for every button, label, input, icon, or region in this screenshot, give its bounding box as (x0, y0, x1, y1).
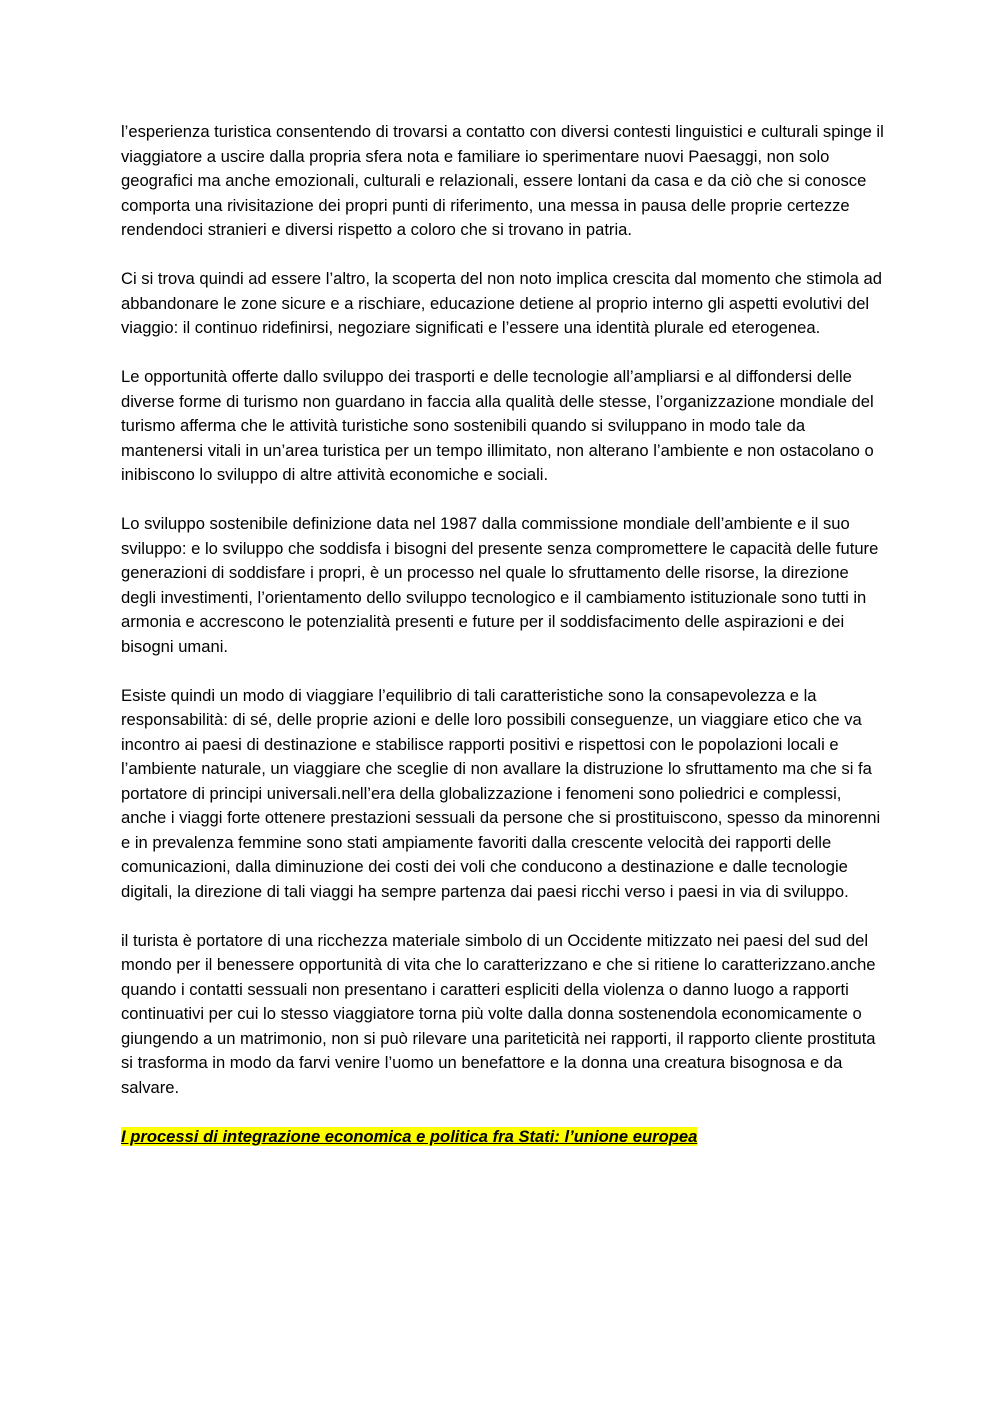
paragraph-tourism-experience: l’esperienza turistica consentendo di trovarsi a contatto con diversi contesti linguistici e culturali spinge il viaggiatore a uscire dalla propria sfera nota e familiare io sperimentare nuovi Paesaggi, non solo geografici ma anche emozionali, culturali e relazionali, essere lontani da casa e da ciò che si conosce comporta una rivisitazione dei propri punti di riferimento, una messa in pausa delle proprie certezze rendendoci stranieri e diversi rispetto a coloro che si trovano in patria. (121, 122, 884, 239)
section-heading-line (121, 1125, 887, 1150)
paragraph-ethical-travel: Esiste quindi un modo di viaggiare l’equilibrio di tali caratteristiche sono la consapevolezza e la responsabilità: di sé, delle proprie azioni e delle loro possibili conseguenze, un viaggiare etico che va incontro ai paesi di destinazione e stabilisce rapporti positivi e rispettosi con le popolazioni locali e l’ambiente naturale, un viaggiare che sceglie di non avallare la distruzione lo sfruttamento ma che si fa portatore di principi universali.nell’era della globalizzazione i fenomeni sono poliedrici e complessi, anche i viaggi forte ottenere prestazioni sessuali da persone che si prostituiscono, spesso da minorenni e in prevalenza femmine sono stati ampiamente favoriti dalla crescente velocità dei rapporti delle comunicazioni, dalla diminuzione dei costi dei voli che conducono a destinazione e dalle tecnologie digitali, la direzione di tali viaggi ha sempre partenza dai paesi ricchi verso i paesi in via di sviluppo. (121, 685, 881, 901)
paragraph-sustainable-tourism: Le opportunità offerte dallo sviluppo dei trasporti e delle tecnologie all’ampliarsi e al diffondersi delle diverse forme di turismo non guardano in faccia alla qualità delle stesse, l’organizzazione mondiale del turismo afferma che le attività turistiche sono sostenibili quando si sviluppano in modo tale da mantenersi vitali in un’area turistica per un tempo illimitato, non alterano l’ambiente e non ostacolano o inibiscono lo sviluppo di altre attività economiche e sociali. (121, 367, 874, 484)
paragraph-tourist-wealth: il turista è portatore di una ricchezza materiale simbolo di un Occidente mitizzato nei paesi del sud del mondo per il benessere opportunità di vita che lo caratterizzano e che si ritiene lo caratterizzano.anche quando i contatti sessuali non presentano i caratteri espliciti della violenza o danno luogo a rapporti continuativi per cui lo stesso viaggiatore torna più volte dalla donna sostenendola economicamente o giungendo a un matrimonio, non si può rilevare una pariteticità nei rapporti, il rapporto cliente prostituta si trasforma in modo da farvi venire l’uomo un benefattore e la donna una creatura bisognosa e da salvare. (121, 930, 876, 1097)
paragraph-being-the-other: Ci si trova quindi ad essere l’altro, la scoperta del non noto implica crescita dal momento che stimola ad abbandonare le zone sicure e a rischiare, educazione detiene al proprio interno gli aspetti evolutivi del viaggio: il continuo ridefinirsi, negoziare significati e l’essere una identità plurale ed eterogenea. (121, 269, 882, 337)
document-body (121, 120, 887, 1149)
section-heading: I processi di integrazione economica e politica fra Stati: l’unione europea (121, 1126, 698, 1146)
paragraph-sustainable-development: Lo sviluppo sostenibile definizione data nel 1987 dalla commissione mondiale dell’ambiente e il suo sviluppo: e lo sviluppo che soddisfa i bisogni del presente senza compromettere le capacità delle future generazioni di soddisfare i propri, è un processo nel quale lo sfruttamento delle risorse, la direzione degli investimenti, l’orientamento dello sviluppo tecnologico e il cambiamento istituzionale sono tutti in armonia e accrescono le potenzialità presenti e future per il soddisfacimento delle aspirazioni e dei bisogni umani. (121, 514, 879, 656)
